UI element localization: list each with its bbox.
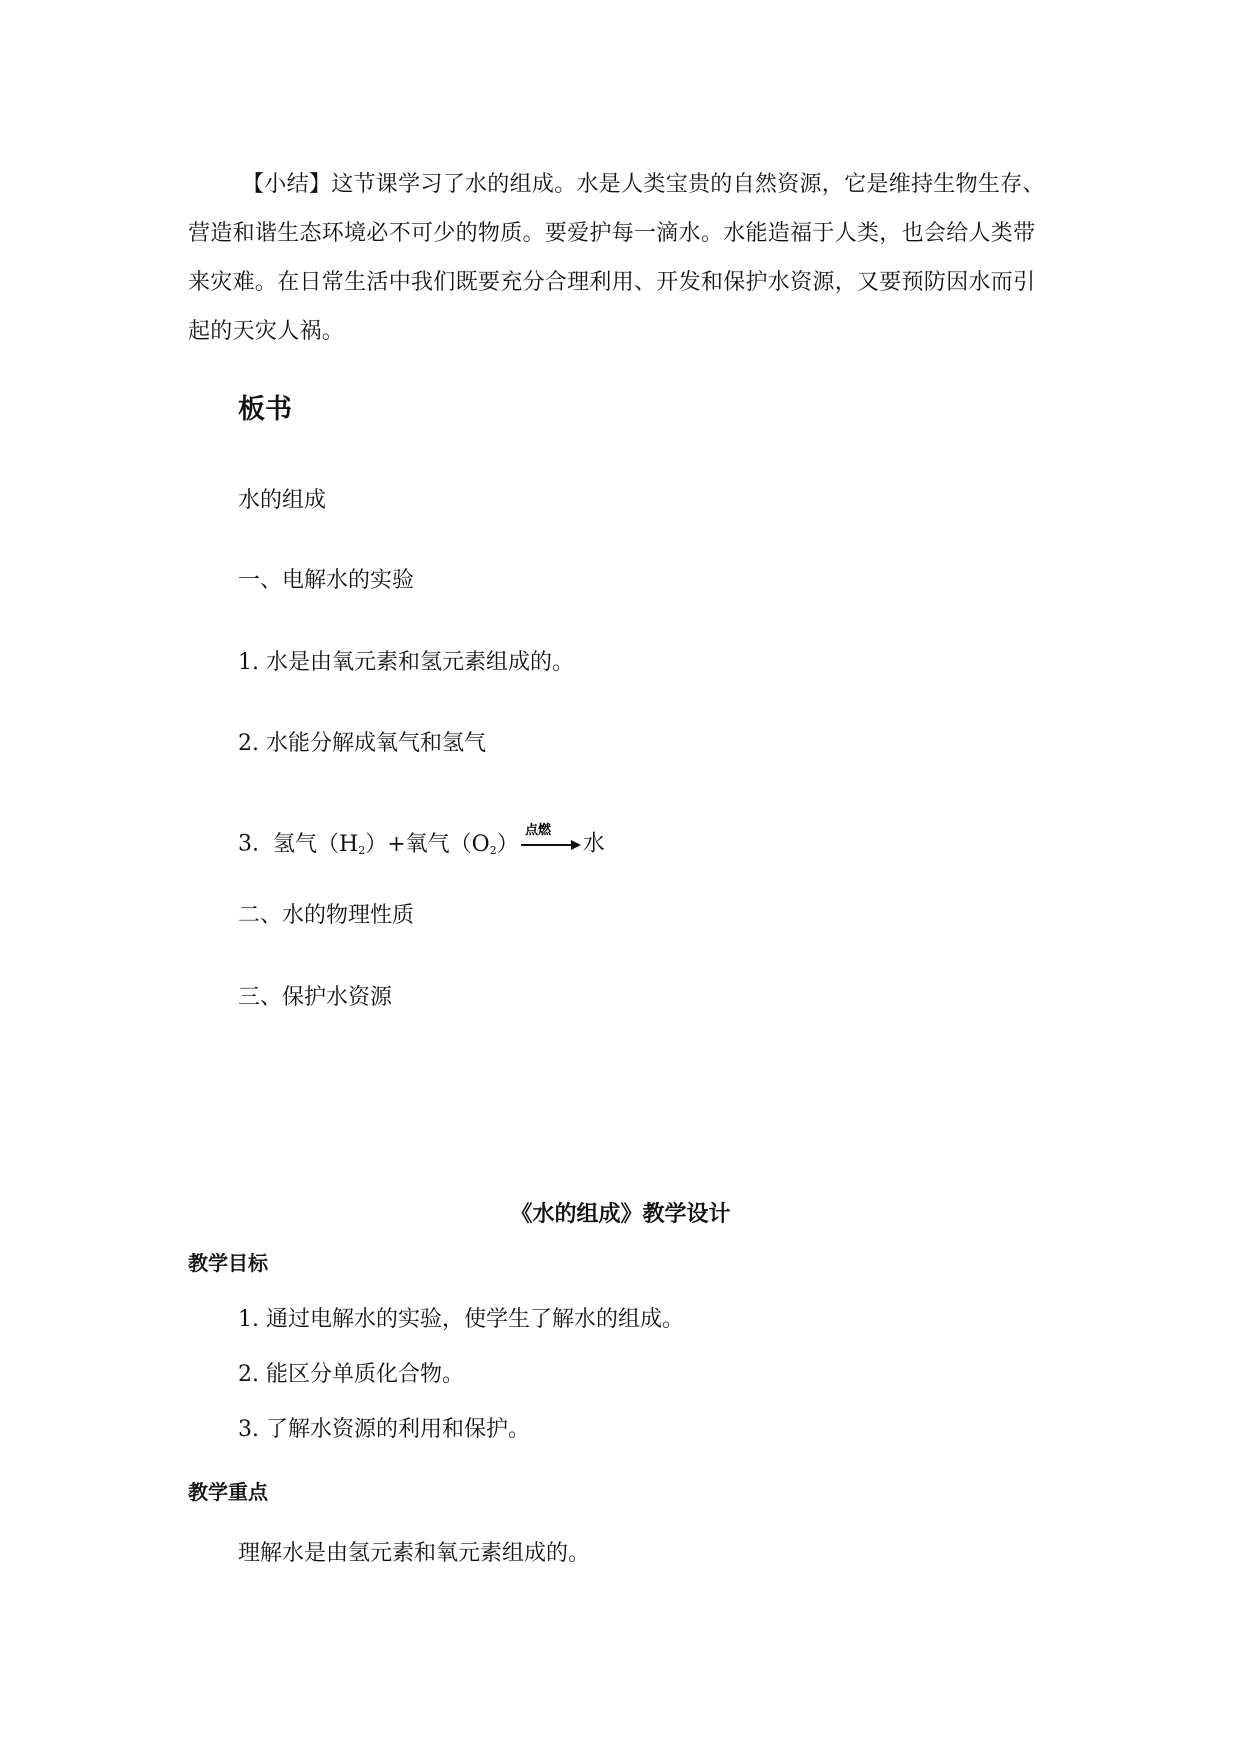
o-subscript: 2 (489, 843, 497, 857)
board-heading: 板书 (238, 394, 292, 425)
reaction-arrow (521, 822, 581, 867)
equation-number: 3. (238, 831, 259, 857)
key-text: 理解水是由氢元素和氧元素组成的。 (238, 1541, 591, 1566)
summary-label: 【小结】 (242, 172, 332, 197)
reaction-arrow-icon (521, 822, 581, 858)
board-item-1: 1. 水是由氧元素和氢元素组成的。 (238, 650, 574, 675)
board-item-2: 2. 水能分解成氧气和氢气 (238, 731, 486, 756)
goal-item: 3. 了解水资源的利用和保护。 (238, 1417, 530, 1442)
board-section-2: 二、水的物理性质 (238, 903, 415, 928)
equation-hydrogen: 氢气$(H_2)$ (273, 831, 388, 857)
board-equation (238, 822, 605, 867)
key-heading: 教学重点 (188, 1480, 268, 1504)
equation-product: 水 (582, 831, 605, 857)
design-title: 《水的组成》教学设计 (510, 1202, 731, 1227)
goal-item: 2. 能区分单质化合物。 (238, 1362, 464, 1387)
board-topic: 水的组成 (238, 488, 327, 513)
goals-heading: 教学目标 (188, 1251, 268, 1275)
equation-oxygen: +氧气$(O_2)$ (387, 831, 519, 857)
h-subscript: 2 (358, 843, 366, 857)
goal-item: 1. 通过电解水的实验，使学生了解水的组成。 (238, 1307, 684, 1332)
board-section-3: 三、保护水资源 (238, 985, 393, 1010)
reaction-condition: 点燃 (524, 823, 551, 838)
board-section-1: 一、电解水的实验 (238, 568, 415, 593)
summary-paragraph (188, 160, 1054, 356)
summary-text: 这节课学习了水的组成。水是人类宝贵的自然资源，它是维持生物生存、营造和谐生态环境必不可少的物质。要爱护每一滴水。水能造福于人类，也会给人类带来灾难。在日常生活中我们既要充分合理利用、开发和保护水资源，又要预防因水而引起的天灾人祸。 (188, 172, 1045, 344)
